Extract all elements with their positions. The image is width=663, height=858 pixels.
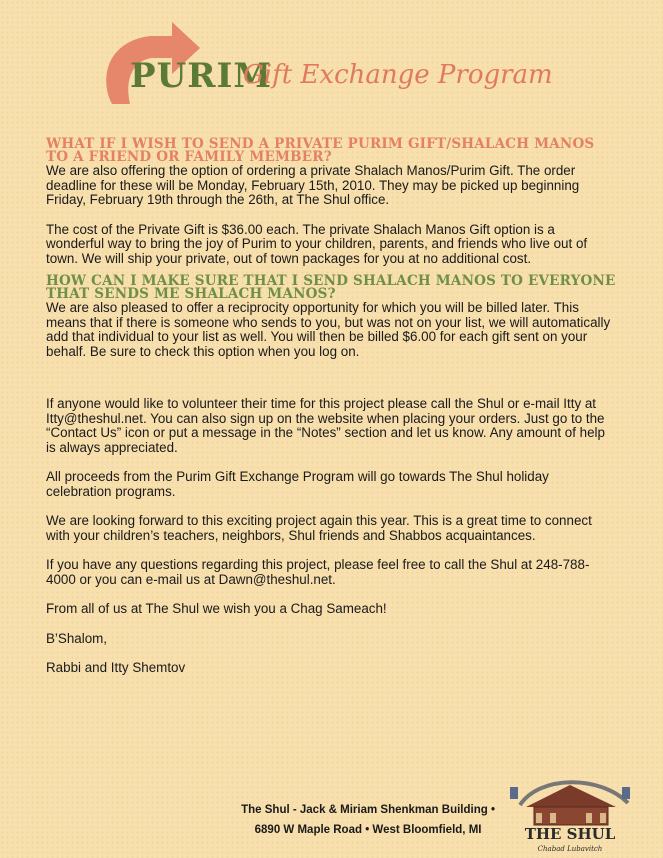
letter-body: [46, 138, 616, 676]
footer-line-1: The Shul - Jack & Miriam Shenkman Building •: [241, 804, 495, 816]
paragraph-looking-forward: We are looking forward to this exciting project again this year. This is a great time to connect with your children’s teachers, neighbors, Shul friends and Shabbos acquaintances.: [46, 513, 592, 543]
logo-text: THE SHUL: [524, 825, 616, 843]
paragraph-private-gift: We are also offering the option of ordering a private Shalach Manos/Purim Gift. The order deadline for these will be Monday, February 15th, 2010. They may be picked up beginning Friday, February 19th through the 26th, at The Shul office.: [46, 163, 580, 207]
question-reciprocity: HOW CAN I MAKE SURE THAT I SEND SHALACH MANOS TO EVERYONE THAT SENDS ME SHALACH MANOS?: [46, 273, 616, 302]
footer-line-2: 6890 W Maple Road • West Bloomfield, MI: [254, 824, 482, 836]
footer-address: [241, 800, 495, 840]
shul-logo: [500, 765, 645, 855]
paragraph-private-cost: The cost of the Private Gift is $36.00 each. The private Shalach Manos Gift option is a wonderful way to bring the joy of Purim to your children, parents, and friends who live out of town. We will ship your private, out of town packages for you at no additional cost.: [46, 221, 588, 266]
brand-purim: PURIM: [130, 56, 273, 96]
paragraph-questions: If you have any questions regarding this project, please feel free to call the Shul at 248-788-4000 or you can e-mail us at Dawn@theshul.net.: [46, 557, 590, 587]
header: [100, 22, 660, 112]
paragraph-signature: Rabbi and Itty Shemtov: [46, 660, 186, 675]
logo-subtext: Chabad Lubavitch: [537, 845, 603, 853]
paragraph-proceeds: All proceeds from the Purim Gift Exchange Program will go towards The Shul holiday celebration programs.: [46, 469, 549, 499]
question-private-gift: WHAT IF I WISH TO SEND A PRIVATE PURIM GIFT/SHALACH MANOS TO A FRIEND OR FAMILY MEMBER?: [46, 136, 595, 165]
paragraph-greeting: From all of us at The Shul we wish you a Chag Sameach!: [46, 601, 387, 616]
paragraph-reciprocity: We are also pleased to offer a reciprocity opportunity for which you will be billed later. This means that if there is someone who sends to you, but was not on your list, we will automatically add that individual to your list as well. You will then be billed $6.00 for each gift sent on your behalf. Be sure to check this option when you log on.: [46, 300, 611, 359]
paragraph-volunteer: If anyone would like to volunteer their time for this project please call the Shul or e-mail Itty at Itty@theshul.net. You can also sign up on the website when placing your orders. Just go to the “Contact Us” icon or put a message in the “Notes” section and let us know. Any amount of help is always appreciated.: [46, 396, 605, 455]
brand-gift-exchange: Gift Exchange Program: [243, 60, 553, 90]
paragraph-signoff: B’Shalom,: [46, 630, 108, 646]
